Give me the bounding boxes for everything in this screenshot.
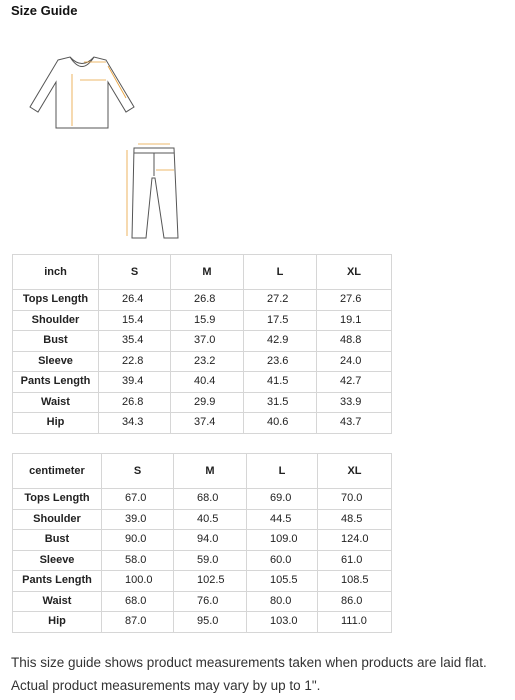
table-row bbox=[13, 351, 392, 372]
measurement-value: 87.0 bbox=[102, 612, 174, 633]
measurement-label: Shoulder bbox=[13, 509, 102, 530]
measurement-value: 76.0 bbox=[174, 591, 247, 612]
measurement-value: 61.0 bbox=[318, 550, 392, 571]
measurement-value: 22.8 bbox=[99, 351, 171, 372]
measurement-label: Waist bbox=[13, 392, 99, 413]
measurement-value: 90.0 bbox=[102, 530, 174, 551]
measurement-value: 19.1 bbox=[317, 310, 392, 331]
table-row bbox=[13, 489, 392, 510]
size-column-header: XL bbox=[317, 255, 392, 290]
table-row bbox=[13, 571, 392, 592]
measurement-label: Pants Length bbox=[13, 372, 99, 393]
measurement-value: 34.3 bbox=[99, 413, 171, 434]
measurement-value: 58.0 bbox=[102, 550, 174, 571]
size-column-header: S bbox=[99, 255, 171, 290]
table-row bbox=[13, 392, 392, 413]
table-row bbox=[13, 509, 392, 530]
measurement-value: 86.0 bbox=[318, 591, 392, 612]
measurement-label: Waist bbox=[13, 591, 102, 612]
measurement-value: 108.5 bbox=[318, 571, 392, 592]
measurement-value: 23.6 bbox=[244, 351, 317, 372]
measurement-value: 40.4 bbox=[171, 372, 244, 393]
table-header-row bbox=[13, 255, 392, 290]
measurement-value: 26.4 bbox=[99, 290, 171, 311]
measurement-value: 109.0 bbox=[247, 530, 318, 551]
measurement-value: 70.0 bbox=[318, 489, 392, 510]
inch-size-table bbox=[12, 254, 392, 434]
measurement-label: Bust bbox=[13, 331, 99, 352]
measurement-value: 68.0 bbox=[102, 591, 174, 612]
measurement-value: 59.0 bbox=[174, 550, 247, 571]
measurement-value: 39.4 bbox=[99, 372, 171, 393]
table-row bbox=[13, 550, 392, 571]
table-row bbox=[13, 331, 392, 352]
measurement-label: Tops Length bbox=[13, 489, 102, 510]
size-column-header: M bbox=[174, 454, 247, 489]
measurement-value: 100.0 bbox=[102, 571, 174, 592]
page-title: Size Guide bbox=[11, 3, 78, 18]
top-garment-diagram-icon bbox=[22, 52, 142, 132]
size-column-header: L bbox=[247, 454, 318, 489]
measurement-value: 95.0 bbox=[174, 612, 247, 633]
measurement-value: 26.8 bbox=[99, 392, 171, 413]
measurement-value: 24.0 bbox=[317, 351, 392, 372]
measurement-label: Bust bbox=[13, 530, 102, 551]
unit-header: inch bbox=[13, 255, 99, 290]
table-row bbox=[13, 413, 392, 434]
measurement-value: 15.9 bbox=[171, 310, 244, 331]
measurement-value: 40.5 bbox=[174, 509, 247, 530]
measurement-label: Pants Length bbox=[13, 571, 102, 592]
measurement-value: 43.7 bbox=[317, 413, 392, 434]
table-row bbox=[13, 290, 392, 311]
measurement-value: 31.5 bbox=[244, 392, 317, 413]
measurement-value: 26.8 bbox=[171, 290, 244, 311]
measurement-value: 41.5 bbox=[244, 372, 317, 393]
measurement-value: 94.0 bbox=[174, 530, 247, 551]
measurement-value: 42.9 bbox=[244, 331, 317, 352]
measurement-value: 67.0 bbox=[102, 489, 174, 510]
measurement-value: 48.5 bbox=[318, 509, 392, 530]
measurement-value: 105.5 bbox=[247, 571, 318, 592]
measurement-value: 27.2 bbox=[244, 290, 317, 311]
table-row bbox=[13, 530, 392, 551]
measurement-value: 69.0 bbox=[247, 489, 318, 510]
size-column-header: XL bbox=[318, 454, 392, 489]
measurement-value: 124.0 bbox=[318, 530, 392, 551]
table-row bbox=[13, 591, 392, 612]
measurement-value: 40.6 bbox=[244, 413, 317, 434]
measurement-label: Sleeve bbox=[13, 550, 102, 571]
measurement-label: Tops Length bbox=[13, 290, 99, 311]
table-row bbox=[13, 372, 392, 393]
measurement-value: 29.9 bbox=[171, 392, 244, 413]
unit-header: centimeter bbox=[13, 454, 102, 489]
table-header-row bbox=[13, 454, 392, 489]
measurement-value: 27.6 bbox=[317, 290, 392, 311]
measurement-value: 48.8 bbox=[317, 331, 392, 352]
measurement-value: 103.0 bbox=[247, 612, 318, 633]
measurement-value: 60.0 bbox=[247, 550, 318, 571]
measurement-value: 102.5 bbox=[174, 571, 247, 592]
measurement-label: Shoulder bbox=[13, 310, 99, 331]
measurement-value: 33.9 bbox=[317, 392, 392, 413]
measurement-label: Sleeve bbox=[13, 351, 99, 372]
measurement-value: 37.4 bbox=[171, 413, 244, 434]
measurement-value: 15.4 bbox=[99, 310, 171, 331]
measurement-value: 111.0 bbox=[318, 612, 392, 633]
measurement-value: 39.0 bbox=[102, 509, 174, 530]
measurement-value: 37.0 bbox=[171, 331, 244, 352]
size-column-header: S bbox=[102, 454, 174, 489]
centimeter-size-table bbox=[12, 453, 392, 633]
table-row bbox=[13, 612, 392, 633]
measurement-value: 42.7 bbox=[317, 372, 392, 393]
measurement-value: 23.2 bbox=[171, 351, 244, 372]
measurement-label: Hip bbox=[13, 612, 102, 633]
measurement-label: Hip bbox=[13, 413, 99, 434]
measurement-value: 68.0 bbox=[174, 489, 247, 510]
table-row bbox=[13, 310, 392, 331]
measurement-value: 80.0 bbox=[247, 591, 318, 612]
measurement-value: 35.4 bbox=[99, 331, 171, 352]
size-column-header: L bbox=[244, 255, 317, 290]
measurement-value: 17.5 bbox=[244, 310, 317, 331]
pants-diagram-icon bbox=[108, 136, 188, 246]
size-column-header: M bbox=[171, 255, 244, 290]
size-note: This size guide shows product measurements taken when products are laid flat. Actual product measurements may vary by up to 1". bbox=[11, 655, 487, 693]
measurement-value: 44.5 bbox=[247, 509, 318, 530]
